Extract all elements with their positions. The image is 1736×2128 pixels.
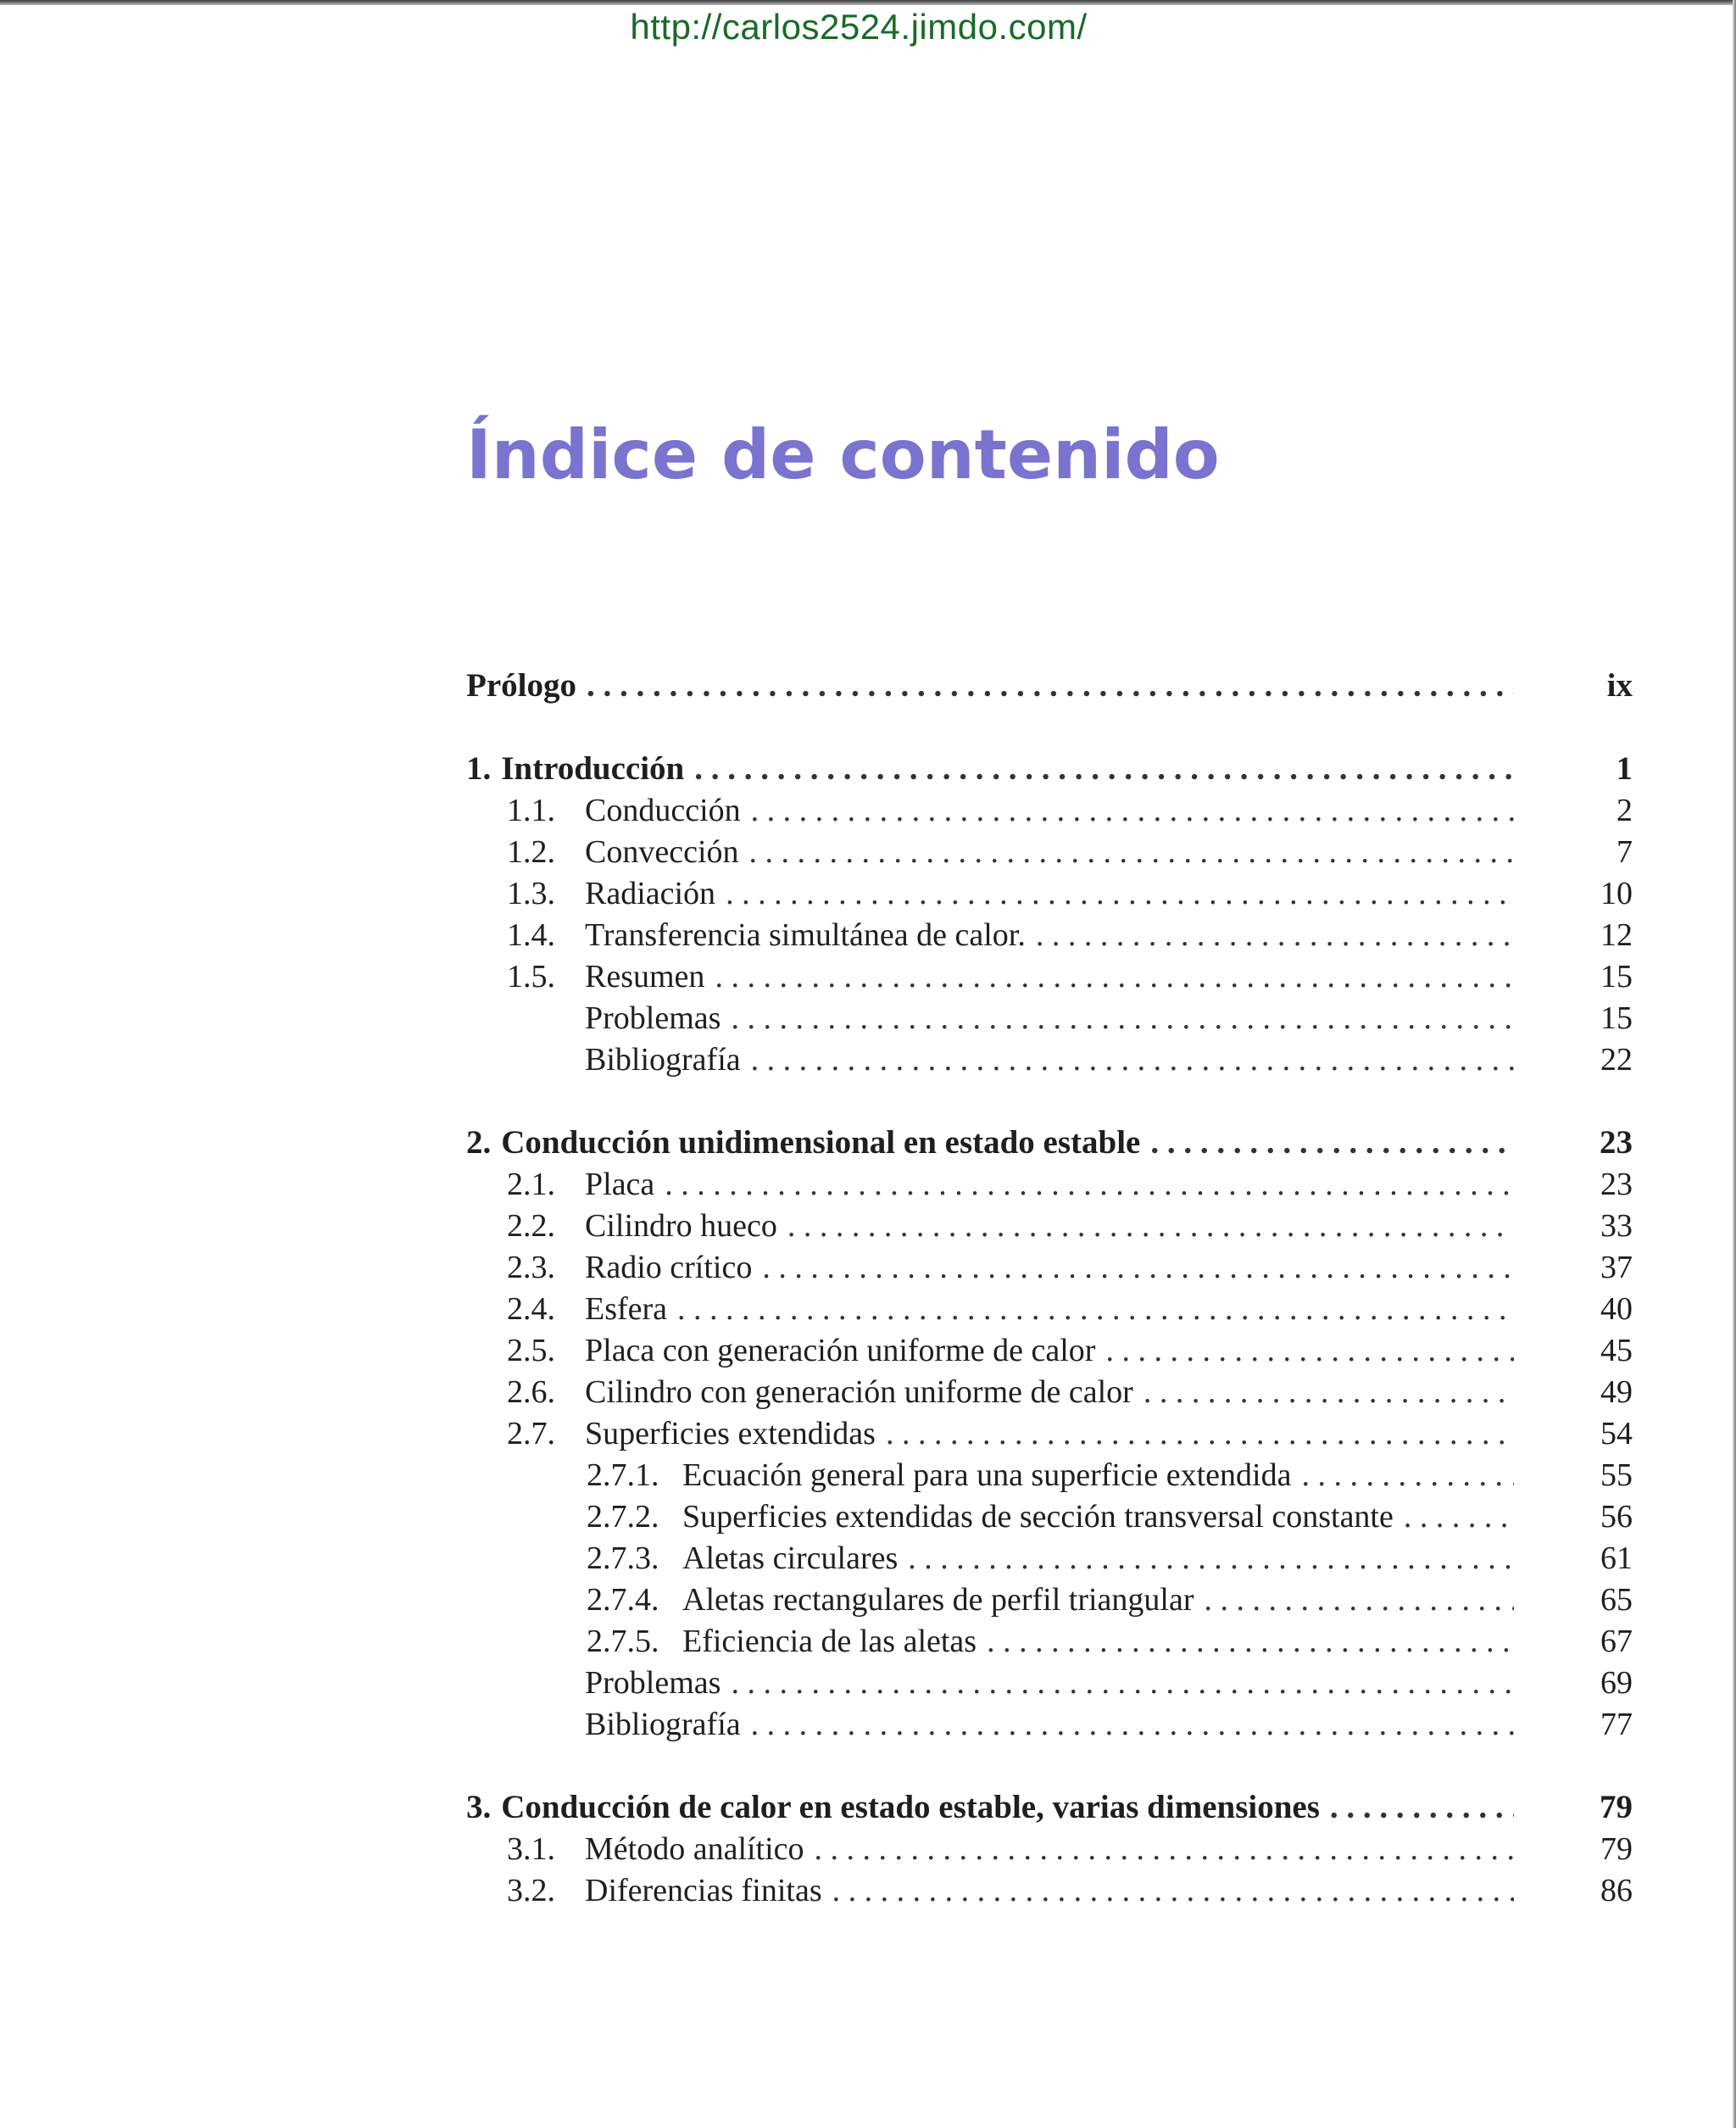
dot-leader [1301,1455,1514,1496]
toc-title: Conducción unidimensional en estado estable [501,1124,1141,1161]
toc-page: 86 [1600,1873,1633,1908]
page-title: Índice de contenido [466,415,1220,494]
toc-entry-2-7-3 [466,1538,1633,1579]
toc-page: 67 [1600,1624,1633,1659]
dot-leader [726,873,1514,914]
toc-entry-2-1 [466,1164,1633,1205]
toc-number: 3.2. [507,1873,555,1908]
toc-entry-2-5 [466,1330,1633,1371]
toc-title: Ecuación general para una superficie extendida [682,1457,1292,1493]
toc-number: 2.7.2. [587,1499,659,1535]
toc-page: 7 [1616,834,1633,870]
dot-leader [694,749,1514,789]
dot-leader [815,1829,1514,1869]
toc-page: 10 [1600,876,1633,911]
toc-title: Cilindro con generación uniforme de calor [585,1374,1133,1410]
toc-number: 2.1. [507,1167,555,1202]
toc-entry-2-problemas [466,1663,1633,1703]
dot-leader [908,1538,1514,1579]
toc-entry-2-6 [466,1372,1633,1412]
toc-number: 1.5. [507,959,555,994]
scan-top-edge [0,0,1736,5]
toc-page: 77 [1600,1707,1633,1742]
toc-entry-1-3 [466,873,1633,914]
dot-leader [665,1164,1514,1205]
toc-number: 1.4. [507,917,555,953]
toc-title: Aletas rectangulares de perfil triangular [682,1582,1194,1618]
toc-entry-2-bibliografia [466,1704,1633,1745]
toc-page: 45 [1600,1333,1633,1368]
toc-title: Superficies extendidas [585,1416,876,1451]
toc-title: Conducción de calor en estado estable, varias dimensiones [501,1789,1320,1825]
toc-title: Resumen [585,959,705,994]
toc-entry-1-problemas [466,998,1633,1039]
toc-title: Cilindro hueco [585,1208,777,1244]
dot-leader [1105,1330,1514,1371]
toc-number: 2.7.4. [587,1582,659,1618]
toc-title: Placa con generación uniforme de calor [585,1333,1096,1368]
toc-page: 23 [1600,1167,1633,1202]
toc-page: 56 [1600,1499,1633,1535]
toc-page: 79 [1600,1831,1633,1867]
dot-leader [587,666,1514,706]
toc-number: 1.3. [507,876,555,911]
toc-page: 55 [1600,1457,1633,1493]
toc-title: Problemas [585,1665,721,1701]
dot-leader [731,998,1514,1039]
toc-title: Superficies extendidas de sección transversal constante [682,1499,1394,1535]
dot-leader [751,790,1514,831]
dot-leader [1404,1496,1514,1537]
toc-entry-prologo [466,666,1633,706]
header-url-text[interactable]: http://carlos2524.jimdo.com/ [630,7,1088,47]
toc-number: 2.6. [507,1374,555,1410]
toc-page: 15 [1600,959,1633,994]
toc-entry-2-7-2 [466,1496,1633,1537]
toc-entry-2-7-5 [466,1621,1633,1662]
dot-leader [731,1663,1514,1703]
toc-page: 61 [1600,1540,1633,1576]
dot-leader [715,956,1514,997]
header-url[interactable] [0,7,1736,47]
toc-title: Placa [585,1167,655,1202]
toc-title: Bibliografía [585,1707,741,1742]
toc-entry-2-7 [466,1413,1633,1454]
toc-page: 69 [1600,1665,1633,1701]
dot-leader [1205,1579,1515,1620]
toc-entry-3-2 [466,1870,1633,1911]
toc-entry-2-7-1 [466,1455,1633,1496]
toc-page: 33 [1600,1208,1633,1244]
dot-leader [1143,1372,1514,1412]
dot-leader [751,1704,1514,1745]
toc-number: 3.1. [507,1831,555,1867]
dot-leader [787,1206,1514,1246]
toc-number: 1. [466,750,492,787]
toc-title: Introducción [501,750,685,787]
toc-page: ix [1606,667,1633,704]
toc-entry-1-bibliografia [466,1039,1633,1080]
toc-number: 2.5. [507,1333,555,1368]
toc-page: 40 [1600,1291,1633,1327]
toc-page: 23 [1600,1124,1633,1161]
toc-page: 65 [1600,1582,1633,1618]
toc-entry-1-1 [466,790,1633,831]
dot-leader [762,1247,1514,1288]
dot-leader [832,1870,1514,1911]
toc-number: 1.1. [507,793,555,828]
toc-title: Radio crítico [585,1250,753,1285]
dot-leader [1036,915,1514,955]
toc-entry-1-4 [466,915,1633,955]
dot-leader [1150,1122,1514,1163]
toc-page: 1 [1616,750,1633,787]
toc-title: Aletas circulares [682,1540,899,1576]
toc-page: 22 [1600,1042,1633,1078]
toc-page: 12 [1600,917,1633,953]
toc-title: Método analítico [585,1831,804,1867]
toc-title: Problemas [585,1000,721,1036]
toc-chapter-2 [466,1122,1633,1163]
toc-number: 2.7. [507,1416,555,1451]
toc-title: Radiación [585,876,716,911]
toc-page: 2 [1616,793,1633,828]
toc-page: 79 [1600,1789,1633,1825]
toc-page: 54 [1600,1416,1633,1451]
toc-entry-2-3 [466,1247,1633,1288]
toc-title: Diferencias finitas [585,1873,822,1908]
toc-number: 3. [466,1789,492,1825]
toc-page: 37 [1600,1250,1633,1285]
toc-title: Transferencia simultánea de calor. [585,917,1026,953]
toc-number: 1.2. [507,834,555,870]
toc-title: Esfera [585,1291,668,1327]
toc-page: 15 [1600,1000,1633,1036]
dot-leader [1330,1787,1514,1828]
toc-number: 2.7.5. [587,1624,659,1659]
toc-title: Bibliografía [585,1042,741,1078]
toc-entry-2-4 [466,1289,1633,1329]
toc-entry-3-1 [466,1829,1633,1869]
toc-title: Prólogo [466,667,576,704]
dot-leader [677,1289,1514,1329]
toc-chapter-1 [466,749,1633,789]
toc-chapter-3 [466,1787,1633,1828]
dot-leader [751,1039,1514,1080]
toc-number: 2. [466,1124,492,1161]
toc-number: 2.4. [507,1291,555,1327]
toc-number: 2.7.3. [587,1540,659,1576]
toc-page: 49 [1600,1374,1633,1410]
dot-leader [749,832,1514,872]
toc-title: Eficiencia de las aletas [682,1624,977,1659]
scan-right-edge [1733,0,1736,2128]
toc-title: Conducción [585,793,741,828]
toc-number: 2.3. [507,1250,555,1285]
toc-entry-2-2 [466,1206,1633,1246]
toc-entry-1-5 [466,956,1633,997]
dot-leader [987,1621,1514,1662]
toc-entry-1-2 [466,832,1633,872]
toc-number: 2.2. [507,1208,555,1244]
dot-leader [886,1413,1514,1454]
toc-title: Convección [585,834,739,870]
toc-number: 2.7.1. [587,1457,659,1493]
toc-entry-2-7-4 [466,1579,1633,1620]
